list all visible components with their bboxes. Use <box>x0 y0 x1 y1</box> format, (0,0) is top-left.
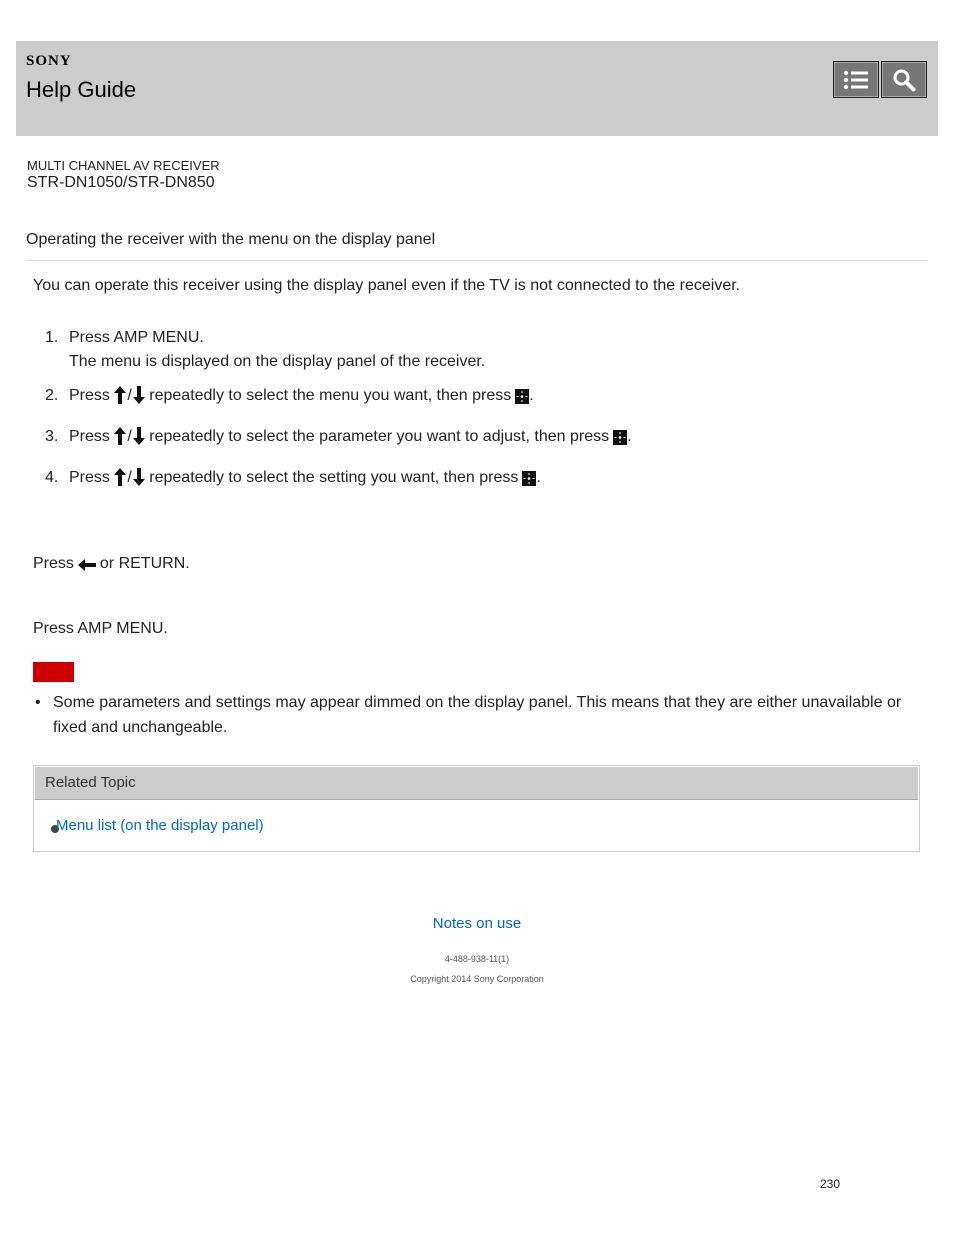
step-number: 4. <box>45 469 59 486</box>
search-icon <box>892 68 916 92</box>
steps-list <box>33 326 913 490</box>
related-topic-heading: Related Topic <box>45 774 136 791</box>
enter-button-icon <box>613 430 627 445</box>
step-number: 2. <box>45 387 59 404</box>
down-arrow-icon <box>133 427 145 445</box>
up-arrow-icon <box>114 386 126 404</box>
back-arrow-icon <box>78 559 96 571</box>
notes-on-use-link[interactable]: Notes on use <box>432 915 522 932</box>
exit-instruction: Press AMP MENU. <box>33 620 168 637</box>
page-number: 230 <box>820 1177 841 1191</box>
step-text: Press AMP MENU. <box>69 329 204 346</box>
step-end: . <box>627 428 632 445</box>
document-number: 4-488-938-11(1) <box>444 954 510 964</box>
back-press: Press <box>33 555 74 572</box>
step-text: repeatedly to select the menu you want, then press <box>149 387 512 404</box>
model-name: STR-DN1050/STR-DN850 <box>27 174 215 191</box>
slash: / <box>127 387 132 404</box>
search-button[interactable] <box>881 61 927 98</box>
back-rest: or RETURN. <box>99 555 190 572</box>
related-link-menu-list[interactable]: Menu list (on the display panel) <box>56 817 264 834</box>
enter-button-icon <box>522 471 536 486</box>
copyright: Copyright 2014 Sony Corporation <box>410 974 544 984</box>
list-icon <box>843 70 869 90</box>
note-list <box>33 690 923 740</box>
step-4 <box>33 466 913 490</box>
down-arrow-icon <box>133 468 145 486</box>
sony-logo: SONY <box>26 53 72 69</box>
header-bar <box>16 41 938 136</box>
step-detail: The menu is displayed on the display panel of the receiver. <box>69 353 486 370</box>
step-text: repeatedly to select the parameter you want to adjust, then press <box>149 428 610 445</box>
help-guide-title: Help Guide <box>26 77 137 102</box>
intro-text: You can operate this receiver using the display panel even if the TV is not connected to the receiver. <box>33 277 741 294</box>
slash: / <box>127 428 132 445</box>
note-item: • Some parameters and settings may appear dimmed on the display panel. This means that they are either unavailable or fixed and unchangeable. <box>33 690 923 740</box>
product-line: MULTI CHANNEL AV RECEIVER <box>27 158 220 173</box>
related-topic-box <box>33 765 920 852</box>
back-instruction <box>33 555 190 573</box>
step-press: Press <box>69 469 110 486</box>
step-text: repeatedly to select the setting you want, then press <box>149 469 519 486</box>
step-press: Press <box>69 387 110 404</box>
page-title: Operating the receiver with the menu on the display panel <box>26 231 436 248</box>
related-topic-header <box>35 767 918 800</box>
step-press: Press <box>69 428 110 445</box>
title-divider <box>26 260 928 261</box>
menu-button[interactable] <box>833 61 879 98</box>
step-end: . <box>529 387 534 404</box>
step-number: 3. <box>45 428 59 445</box>
note-badge <box>33 662 74 682</box>
up-arrow-icon <box>114 427 126 445</box>
step-2 <box>33 384 913 425</box>
enter-button-icon <box>515 389 529 404</box>
step-1 <box>33 326 913 384</box>
step-3 <box>33 425 913 466</box>
up-arrow-icon <box>114 468 126 486</box>
down-arrow-icon <box>133 386 145 404</box>
step-end: . <box>536 469 541 486</box>
step-number: 1. <box>45 329 59 346</box>
slash: / <box>127 469 132 486</box>
